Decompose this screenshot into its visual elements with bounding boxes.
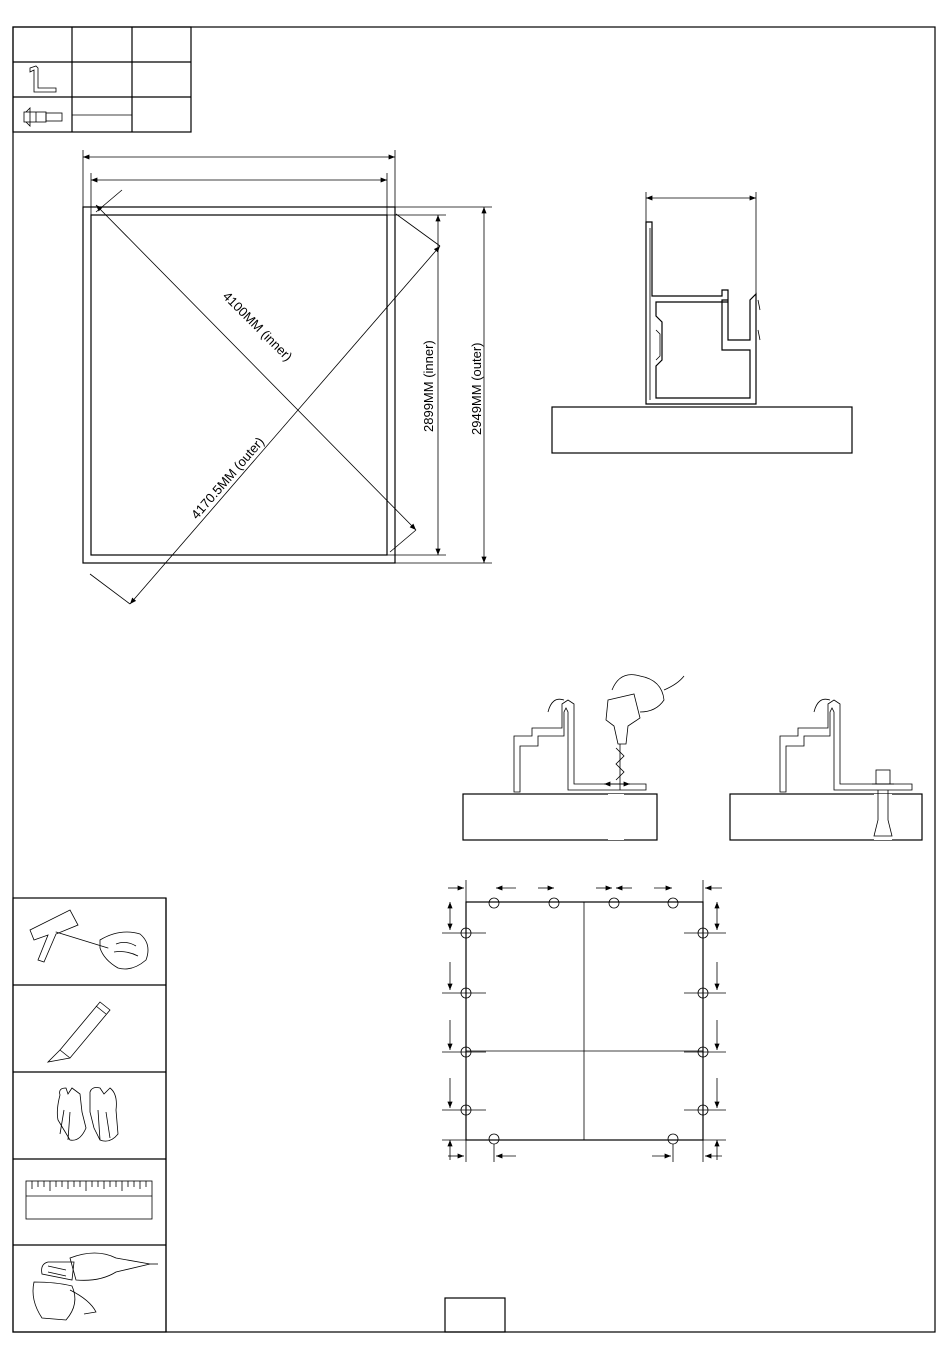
page-border	[13, 27, 935, 1332]
ruler-icon	[26, 1181, 152, 1219]
height-outer-label: 2949MM (outer)	[469, 342, 484, 435]
drill-icon	[33, 1253, 158, 1320]
page-number-box	[445, 1298, 505, 1332]
diagonal-inner-label: 4100MM (inner)	[219, 288, 296, 365]
expansion-bolt-icon	[24, 108, 62, 126]
parts-table	[13, 27, 191, 132]
frame-plan	[83, 150, 492, 604]
anchor-holes	[461, 898, 708, 1144]
hook-bracket-icon	[30, 66, 56, 92]
gloves-icon	[57, 1088, 118, 1142]
pencil-icon	[48, 1002, 110, 1062]
height-inner-label: 2899MM (inner)	[421, 340, 436, 432]
tools-panel	[13, 898, 166, 1332]
hammer-icon	[30, 910, 148, 969]
diagonal-outer-label: 4170.5MM (outer)	[187, 434, 268, 522]
profile-section-detail	[552, 192, 852, 453]
anchor-layout-plan	[442, 880, 726, 1162]
install-step-bolting	[730, 699, 922, 840]
install-step-drilling	[463, 675, 684, 840]
